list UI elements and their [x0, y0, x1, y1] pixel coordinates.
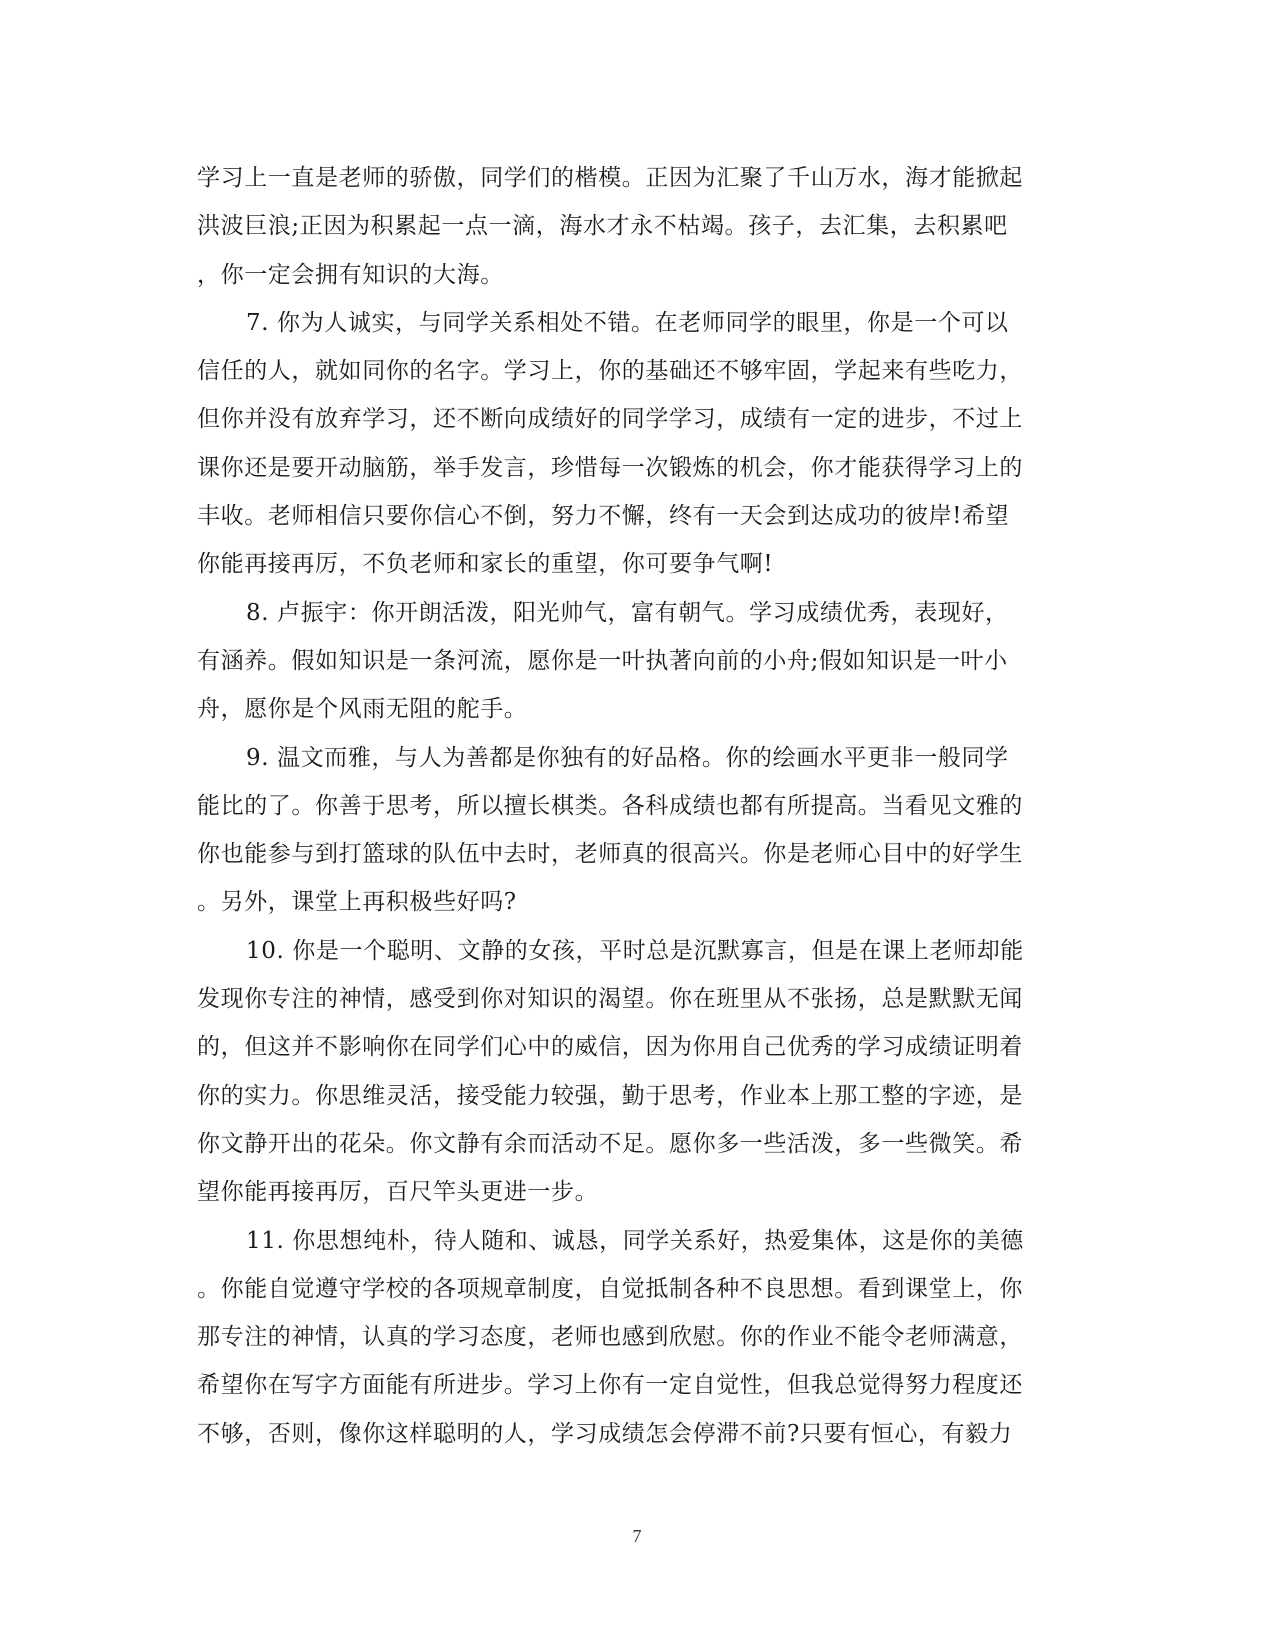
document-body — [197, 154, 1083, 1458]
text-line: 你文静开出的花朵。你文静有余而活动不足。愿你多一些活泼，多一些微笑。希 — [197, 1130, 1023, 1157]
text-line: 你也能参与到打篮球的队伍中去时，老师真的很高兴。你是老师心目中的好学生 — [197, 841, 1023, 868]
text-line: 8. 卢振宇：你开朗活泼，阳光帅气，富有朝气。学习成绩优秀，表现好， — [246, 599, 1009, 626]
text-line: 的，但这并不影响你在同学们心中的威信，因为你用自己优秀的学习成绩证明着 — [197, 1034, 1023, 1061]
text-line: 不够，否则，像你这样聪明的人，学习成绩怎会停滞不前?只要有恒心，有毅力 — [197, 1420, 1013, 1447]
text-line: 你能再接再厉，不负老师和家长的重望，你可要争气啊! — [197, 551, 774, 578]
text-line: 11. 你思想纯朴，待人随和、诚恳，同学关系好，热爱集体，这是你的美德 — [246, 1227, 1024, 1254]
page-number: 7 — [632, 1526, 642, 1546]
text-line: ，你一定会拥有知识的大海。 — [197, 261, 504, 288]
text-line: 。你能自觉遵守学校的各项规章制度，自觉抵制各种不良思想。看到课堂上，你 — [197, 1275, 1023, 1302]
text-line: 。另外，课堂上再积极些好吗? — [197, 889, 517, 916]
text-line: 信任的人，就如同你的名字。学习上，你的基础还不够牢固，学起来有些吃力， — [197, 358, 1023, 385]
text-line: 洪波巨浪;正因为积累起一点一滴，海水才永不枯竭。孩子，去汇集，去积累吧 — [197, 213, 1008, 240]
text-line: 9. 温文而雅，与人为善都是你独有的好品格。你的绘画水平更非一般同学 — [246, 744, 1009, 771]
text-line: 希望你在写字方面能有所进步。学习上你有一定自觉性，但我总觉得努力程度还 — [197, 1372, 1023, 1399]
text-line: 10. 你是一个聪明、文静的女孩，平时总是沉默寡言，但是在课上老师却能 — [246, 937, 1024, 964]
text-line: 7. 你为人诚实，与同学关系相处不错。在老师同学的眼里，你是一个可以 — [246, 309, 1009, 336]
text-line: 但你并没有放弃学习，还不断向成绩好的同学学习，成绩有一定的进步，不过上 — [197, 406, 1023, 433]
text-line: 你的实力。你思维灵活，接受能力较强，勤于思考，作业本上那工整的字迹，是 — [197, 1082, 1023, 1109]
text-line: 学习上一直是老师的骄傲，同学们的楷模。正因为汇聚了千山万水，海才能掀起 — [197, 165, 1023, 191]
text-line: 课你还是要开动脑筋，举手发言，珍惜每一次锻炼的机会，你才能获得学习上的 — [197, 454, 1023, 481]
text-line: 能比的了。你善于思考，所以擅长棋类。各科成绩也都有所提高。当看见文雅的 — [197, 792, 1023, 819]
text-line: 发现你专注的神情，感受到你对知识的渴望。你在班里从不张扬，总是默默无闻 — [197, 986, 1023, 1013]
text-line: 那专注的神情，认真的学习态度，老师也感到欣慰。你的作业不能令老师满意， — [197, 1324, 1023, 1351]
text-line: 有涵养。假如知识是一条河流，愿你是一叶执著向前的小舟;假如知识是一叶小 — [197, 647, 1008, 674]
text-line: 舟，愿你是个风雨无阻的舵手。 — [197, 696, 528, 723]
text-line: 望你能再接再厉，百尺竿头更进一步。 — [197, 1179, 599, 1206]
text-line: 丰收。老师相信只要你信心不倒，努力不懈，终有一天会到达成功的彼岸!希望 — [197, 503, 1010, 530]
